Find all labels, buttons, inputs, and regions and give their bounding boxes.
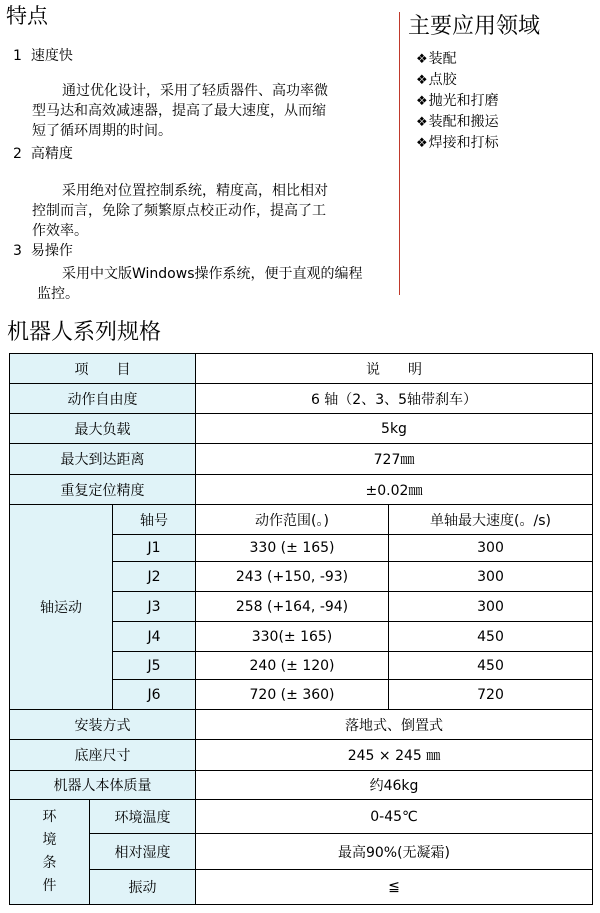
table-row: [10, 870, 593, 905]
row-label: 底座尺寸: [10, 740, 196, 771]
table-row: [10, 800, 593, 834]
bullet-icon: ❖: [416, 73, 428, 88]
row-label: 振动: [90, 870, 196, 905]
feature-title: 高精度: [30, 146, 73, 162]
row-label: 环境温度: [90, 800, 196, 834]
axis-id: J5: [113, 652, 196, 680]
application-item: ❖点胶: [416, 72, 457, 88]
row-value: 约46kg: [196, 771, 593, 800]
axis-speed: 300: [389, 592, 593, 622]
axis-speed: 450: [389, 652, 593, 680]
row-value: 落地式、倒置式: [196, 710, 593, 740]
application-item: ❖装配: [416, 51, 457, 67]
axis-speed: 300: [389, 562, 593, 592]
axis-group-label: 轴运动: [10, 505, 113, 710]
row-value: ±0.02㎜: [196, 475, 593, 505]
row-value: 245 × 245 ㎜: [196, 740, 593, 771]
axis-id: J6: [113, 680, 196, 710]
feature-text-line: 监控。: [37, 286, 79, 302]
spec-title: 机器人系列规格: [7, 320, 162, 345]
axis-range: 330 (± 165): [196, 535, 389, 562]
applications-title: 主要应用领域: [408, 14, 541, 39]
feature-num: 2: [13, 146, 22, 162]
feature-1: [13, 46, 393, 66]
table-header-row: [10, 354, 593, 384]
bullet-icon: ❖: [416, 136, 428, 151]
row-label: 相对湿度: [90, 834, 196, 870]
feature-text-line: 作效率。: [32, 223, 88, 239]
feature-text-line: 通过优化设计，采用了轻质器件、高功率微: [62, 83, 328, 99]
row-label: 动作自由度: [10, 384, 196, 414]
env-group-char: 环: [42, 809, 57, 825]
axis-speed: 300: [389, 535, 593, 562]
table-row: [10, 834, 593, 870]
axis-speed: 450: [389, 622, 593, 652]
axis-id: J3: [113, 592, 196, 622]
feature-text-line: 采用绝对位置控制系统，精度高，相比相对: [62, 183, 328, 199]
axis-range: 258 (+164, -94): [196, 592, 389, 622]
env-group-label: [10, 800, 90, 905]
header-item: 项 目: [10, 354, 196, 384]
row-label: 安装方式: [10, 710, 196, 740]
bullet-icon: ❖: [416, 52, 428, 67]
features-title: 特点: [6, 4, 48, 28]
row-label: 最大负载: [10, 414, 196, 444]
header-desc: 说 明: [196, 354, 593, 384]
row-value: 5kg: [196, 414, 593, 444]
table-row: [10, 414, 593, 444]
table-row: [10, 710, 593, 740]
axis-id: J4: [113, 622, 196, 652]
feature-3: [13, 241, 73, 261]
axis-header-row: [10, 505, 593, 535]
row-value: 6 轴（2、3、5轴带刹车）: [196, 384, 593, 414]
row-value: 最高90%(无凝霜): [196, 834, 593, 870]
axis-range: 243 (+150, -93): [196, 562, 389, 592]
bullet-icon: ❖: [416, 94, 428, 109]
row-label: 机器人本体质量: [10, 771, 196, 800]
feature-text-line: 短了循环周期的时间。: [32, 123, 172, 139]
axis-speed: 720: [389, 680, 593, 710]
row-label: 重复定位精度: [10, 475, 196, 505]
table-row: [10, 771, 593, 800]
feature-2: [13, 144, 73, 164]
row-value: 727㎜: [196, 444, 593, 475]
axis-range: 330(± 165): [196, 622, 389, 652]
table-row: [10, 444, 593, 475]
row-value: ≦: [196, 870, 593, 905]
feature-title: 速度快: [30, 48, 73, 64]
env-group-char: 境: [42, 832, 57, 848]
row-value: 0-45℃: [196, 800, 593, 834]
axis-id: J2: [113, 562, 196, 592]
section-divider: [399, 12, 400, 295]
table-row: [10, 384, 593, 414]
axis-range: 240 (± 120): [196, 652, 389, 680]
table-row: [10, 475, 593, 505]
application-item: ❖抛光和打磨: [416, 93, 499, 109]
feature-num: 1: [13, 48, 22, 64]
axis-col-header: 动作范围(。): [196, 505, 389, 535]
axis-col-header: 单轴最大速度(。/s): [389, 505, 593, 535]
table-row: [10, 740, 593, 771]
feature-title: 易操作: [30, 243, 73, 259]
feature-text-line: 采用中文版Windows操作系统，便于直观的编程: [62, 266, 363, 282]
axis-id: J1: [113, 535, 196, 562]
feature-text-line: 控制而言，免除了频繁原点校正动作，提高了工: [32, 203, 326, 219]
env-group-char: 条: [42, 855, 57, 871]
env-group-char: 件: [42, 878, 57, 894]
feature-num: 3: [13, 243, 22, 259]
application-item: ❖装配和搬运: [416, 114, 499, 130]
axis-col-header: 轴号: [113, 505, 196, 535]
feature-text-line: 型马达和高效减速器，提高了最大速度，从而缩: [32, 103, 326, 119]
spec-table: [9, 353, 593, 905]
bullet-icon: ❖: [416, 115, 428, 130]
axis-range: 720 (± 360): [196, 680, 389, 710]
application-item: ❖焊接和打标: [416, 135, 499, 151]
row-label: 最大到达距离: [10, 444, 196, 475]
